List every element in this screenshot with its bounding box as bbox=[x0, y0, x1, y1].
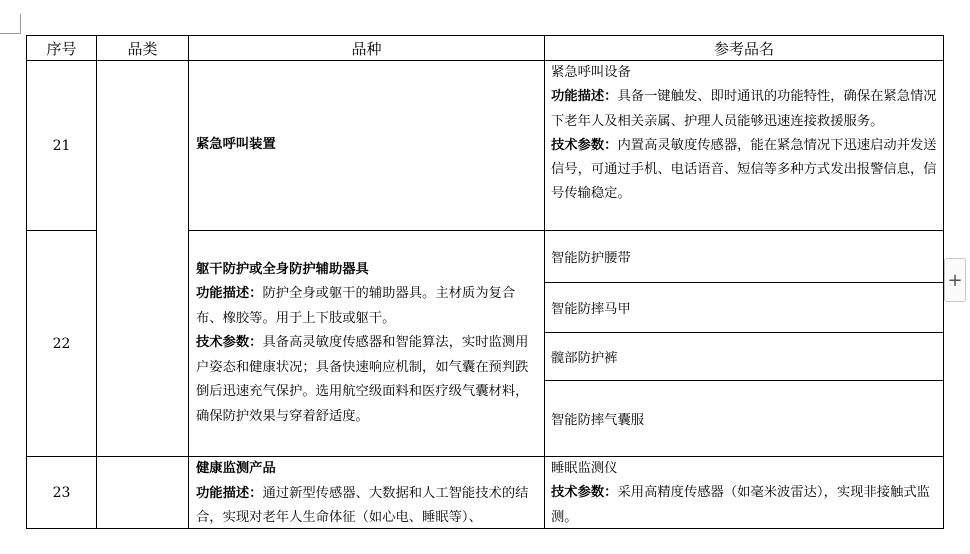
ref-name-cell: 智能防摔气囊服 bbox=[545, 381, 944, 457]
func-label: 功能描述： bbox=[196, 485, 263, 501]
tech-params bbox=[551, 481, 937, 528]
tech-params bbox=[551, 134, 937, 207]
ref-name-cell bbox=[545, 61, 944, 231]
ref-name-cell: 髋部防护裤 bbox=[545, 333, 944, 381]
func-text: 具备一键触发、即时通讯的功能特性，确保在紧急情况下老年人及相关亲属、护理人员能够迅速连接救援服务。 bbox=[551, 89, 937, 129]
category-cell bbox=[97, 457, 189, 529]
tech-text: 具备高灵敏度传感器和智能算法，实时监测用户姿态和健康状况；具备快速响应机制，如气囊在预判跌倒后迅速充气保护。选用航空级面料和医疗级气囊材料，确保防护效果与穿着舒适度。 bbox=[196, 335, 529, 424]
variety-title: 紧急呼叫装置 bbox=[196, 137, 276, 153]
ref-title: 睡眠监测仪 bbox=[551, 461, 618, 476]
tech-text: 采用高精度传感器（如毫米波雷达），实现非接触式监测。 bbox=[551, 485, 930, 525]
product-table bbox=[26, 35, 944, 529]
row-seq: 23 bbox=[27, 457, 97, 529]
tech-params bbox=[196, 331, 537, 429]
tech-label: 技术参数： bbox=[196, 335, 263, 351]
func-text: 防护全身或躯干的辅助器具。主材质为复合布、橡胶等。用于上下肢或躯干。 bbox=[196, 286, 516, 326]
variety-cell bbox=[189, 231, 545, 457]
row-seq: 22 bbox=[27, 231, 97, 457]
variety-title: 健康监测产品 bbox=[196, 461, 276, 476]
tech-text: 内置高灵敏度传感器，能在紧急情况下迅速启动并发送信号，可通过手机、电话语音、短信等多种方式发出报警信息，信号传输稳定。 bbox=[551, 137, 937, 202]
func-desc bbox=[196, 282, 537, 331]
header-variety: 品种 bbox=[189, 36, 545, 61]
crop-mark-horizontal bbox=[0, 33, 20, 34]
func-text: 通过新型传感器、大数据和人工智能技术的结合，实现对老年人生命体征（如心电、睡眠等）、 bbox=[196, 485, 529, 525]
add-button[interactable] bbox=[944, 258, 966, 302]
variety-cell bbox=[189, 457, 545, 529]
ref-title: 紧急呼叫设备 bbox=[551, 65, 631, 80]
ref-name-cell: 智能防护腰带 bbox=[545, 231, 944, 283]
header-seq: 序号 bbox=[27, 36, 97, 61]
variety-title: 躯干防护或全身防护辅助器具 bbox=[196, 261, 369, 277]
tech-label: 技术参数： bbox=[551, 137, 618, 153]
func-desc bbox=[551, 85, 937, 134]
crop-mark-vertical bbox=[20, 14, 21, 34]
header-category: 品类 bbox=[97, 36, 189, 61]
category-cell bbox=[97, 61, 189, 457]
header-ref-name: 参考品名 bbox=[545, 36, 944, 61]
ref-name-cell: 智能防摔马甲 bbox=[545, 283, 944, 333]
table-row bbox=[27, 457, 944, 529]
table-header-row bbox=[27, 36, 944, 61]
tech-label: 技术参数： bbox=[551, 485, 618, 501]
plus-icon: + bbox=[947, 269, 963, 291]
func-label: 功能描述： bbox=[551, 89, 618, 105]
ref-name-cell bbox=[545, 457, 944, 529]
table-row bbox=[27, 61, 944, 231]
row-seq: 21 bbox=[27, 61, 97, 231]
variety-cell bbox=[189, 61, 545, 231]
func-label: 功能描述： bbox=[196, 286, 263, 302]
func-desc bbox=[196, 482, 537, 529]
